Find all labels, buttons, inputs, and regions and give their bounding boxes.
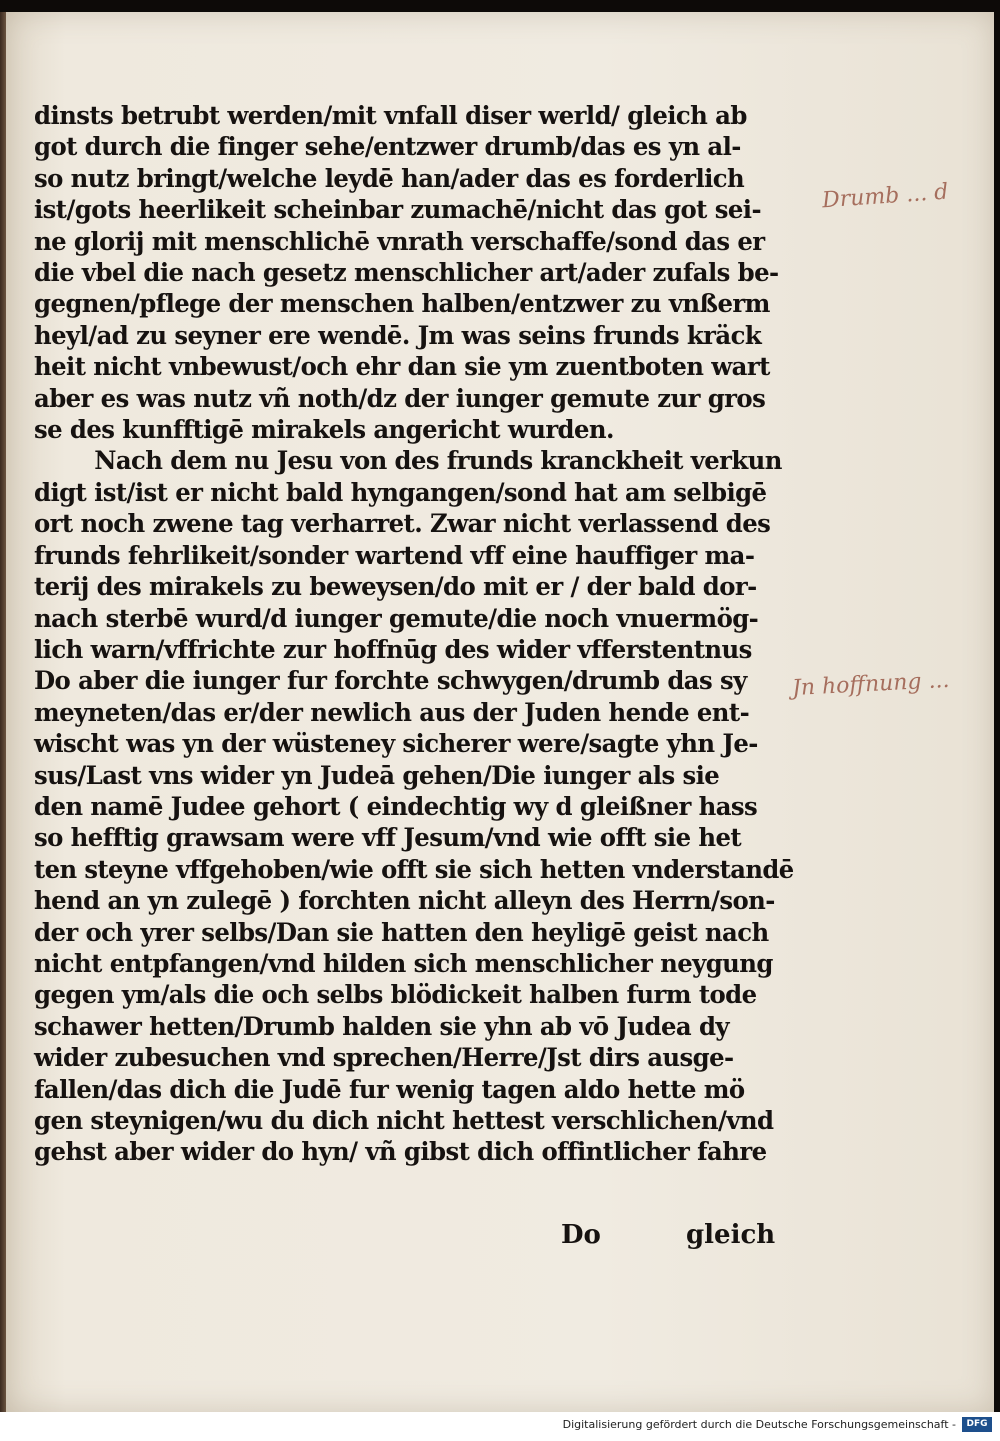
text-line: dinsts betrubt werden/mit vnfall diser werld/ gleich ab [34, 101, 747, 130]
text-line: die vbel die nach gesetz menschlicher art/ader zufals be- [34, 258, 779, 288]
text-line: ist/gots heerlikeit scheinbar zumachē/nicht das got sei- [34, 195, 761, 225]
text-line: meyneten/das er/der newlich aus der Juden hende ent- [34, 697, 750, 727]
text-line: gen steynigen/wu du dich nicht hettest verschlichen/vnd [34, 1106, 774, 1135]
text-line: digt ist/ist er nicht bald hyngangen/sond hat am selbigē [34, 477, 767, 507]
text-line: heit nicht vnbewust/och ehr dan sie ym zuentboten wart [34, 352, 770, 382]
text-line: so hefftig grawsam were vff Jesum/vnd wie offt sie het [34, 823, 742, 853]
text-line: lich warn/vffrichte zur hoffnūg des wider vfferstentnus [34, 634, 752, 664]
text-line: sus/Last vns wider yn Judeā gehen/Die iunger als sie [34, 760, 720, 790]
text-line: terij des mirakels zu beweysen/do mit er / der bald dor- [34, 572, 757, 602]
footer-bar [0, 1412, 1000, 1441]
text-line: got durch die finger sehe/entzwer drumb/das es yn al- [34, 132, 741, 162]
text-line: wischt was yn der wüsteney sicherer were/sagte yhn Je- [34, 729, 758, 759]
margin-note-1: Drumb ... d [821, 179, 950, 214]
text-line: der och yrer selbs/Dan sie hatten den heyligē geist nach [34, 917, 769, 947]
text-line: gehst aber wider do hyn/ vñ gibst dich offintlicher fahre [34, 1137, 767, 1167]
text-line: ne glorij mit menschlichē vnrath verschaffe/sond das er [34, 226, 765, 256]
text-line: nach sterbē wurd/d iunger gemute/die noch vnuermög- [34, 603, 759, 633]
text-line: heyl/ad zu seyner ere wendē. Jm was seins frunds kräck [34, 320, 762, 350]
footer-credit: Digitalisierung gefördert durch die Deutsche Forschungsgemeinschaft - [562, 1418, 956, 1431]
text-line: Nach dem nu Jesu von des frunds kranckheit verkun [94, 446, 782, 476]
text-line: se des kunfftigē mirakels angericht wurden. [34, 415, 614, 445]
text-line: schawer hetten/Drumb halden sie yhn ab vō Judea dy [34, 1011, 729, 1041]
text-line: den namē Judee gehort ( eindechtig wy d gleißner hass [34, 791, 758, 821]
catchword-2: gleich [686, 1220, 776, 1250]
catchword-1: Do [561, 1220, 601, 1250]
text-line: Do aber die iunger fur forchte schwygen/drumb das sy [34, 666, 747, 696]
text-line: so nutz bringt/welche leydē han/ader das es forderlich [34, 163, 745, 193]
text-line: frunds fehrlikeit/sonder wartend vff eine hauffiger ma- [34, 540, 755, 570]
text-line: wider zubesuchen vnd sprechen/Herre/Jst dirs ausge- [34, 1043, 734, 1073]
text-line: ten steyne vffgehoben/wie offt sie sich hetten vnderstandē [34, 854, 794, 884]
book-page [6, 12, 994, 1412]
text-line: gegen ym/als die och selbs blödickeit halben furm tode [34, 980, 757, 1010]
text-line: aber es was nutz vñ noth/dz der iunger gemute zur gros [34, 383, 766, 413]
text-line: fallen/das dich die Judē fur wenig tagen aldo hette mö [34, 1074, 745, 1104]
text-line: hend an yn zulegē ) forchten nicht alleyn des Herrn/son- [34, 886, 775, 916]
text-line: gegnen/pflege der menschen halben/entzwer zu vnßerm [34, 289, 770, 319]
text-block [34, 100, 814, 1168]
margin-note-2: Jn hoffnung ... [791, 667, 951, 702]
text-line: ort noch zwene tag verharret. Zwar nicht verlassend des [34, 509, 771, 539]
text-line: nicht entpfangen/vnd hilden sich menschlicher neygung [34, 948, 773, 978]
dfg-logo: DFG [962, 1417, 992, 1432]
